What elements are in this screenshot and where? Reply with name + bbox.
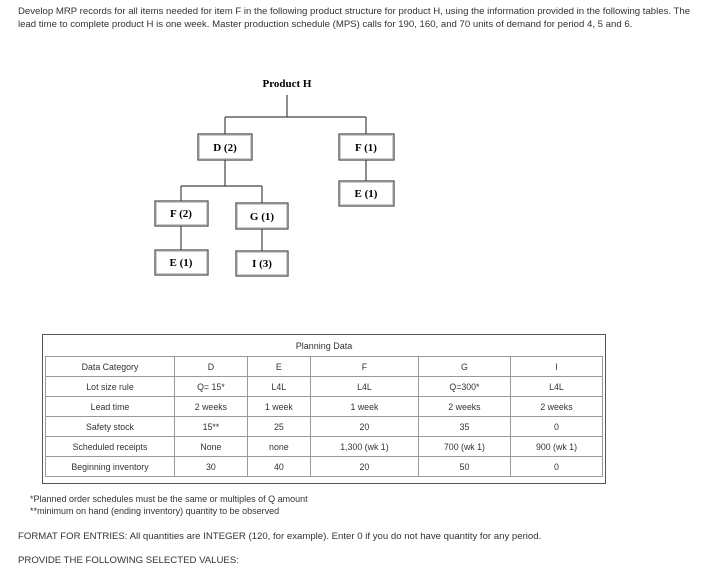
tree-root-label: Product H <box>262 78 312 90</box>
table-cell: Lot size rule <box>46 377 175 397</box>
header-cell: Data Category <box>46 357 175 377</box>
table-cell: 2 weeks <box>510 397 602 417</box>
table-cell: 900 (wk 1) <box>510 437 602 457</box>
table-cell: 35 <box>418 417 510 437</box>
table-cell: 30 <box>175 457 248 477</box>
table-cell: 25 <box>247 417 310 437</box>
svg-text:F (1): F (1) <box>355 142 377 154</box>
tree-node-e-left <box>155 250 208 275</box>
table-cell: L4L <box>247 377 310 397</box>
table-cell: 40 <box>247 457 310 477</box>
table-cell: 50 <box>418 457 510 477</box>
table-cell: Scheduled receipts <box>46 437 175 457</box>
table-cell: 700 (wk 1) <box>418 437 510 457</box>
table-cell: 20 <box>310 417 418 437</box>
table-cell: 1 week <box>310 397 418 417</box>
table-row <box>46 417 603 437</box>
tree-node-d <box>198 134 252 160</box>
header-cell: G <box>418 357 510 377</box>
table-cell: Q= 15* <box>175 377 248 397</box>
problem-statement: Develop MRP records for all items needed for item F in the following product structure for product H, using the information provided in the following tables. The lead time to complete product H is one week. Master production schedule (MPS) calls for 190, 160, and 70 units of demand for period 4, 5 and 6. <box>18 6 691 30</box>
table-cell: 20 <box>310 457 418 477</box>
footnotes <box>30 494 308 517</box>
svg-text:F (2): F (2) <box>170 208 192 220</box>
table-cell: Q=300* <box>418 377 510 397</box>
tree-node-g <box>236 203 288 229</box>
table-cell: Beginning inventory <box>46 457 175 477</box>
table-row <box>46 457 603 477</box>
table-cell: 2 weeks <box>418 397 510 417</box>
svg-text:E (1): E (1) <box>169 257 193 269</box>
table-cell: 0 <box>510 457 602 477</box>
header-cell: I <box>510 357 602 377</box>
table-cell: none <box>247 437 310 457</box>
table-cell: 1 week <box>247 397 310 417</box>
table-cell: 2 weeks <box>175 397 248 417</box>
header-cell: D <box>175 357 248 377</box>
svg-text:D (2): D (2) <box>213 142 237 154</box>
header-cell: E <box>247 357 310 377</box>
table-cell: None <box>175 437 248 457</box>
tree-node-e-right <box>339 181 394 206</box>
tree-node-f-left <box>155 201 208 226</box>
tree-node-i <box>236 251 288 276</box>
table-cell: Safety stock <box>46 417 175 437</box>
table-row <box>46 437 603 457</box>
header-cell: F <box>310 357 418 377</box>
table-cell: 15** <box>175 417 248 437</box>
table-cell: Lead time <box>46 397 175 417</box>
svg-text:I (3): I (3) <box>252 258 272 270</box>
table-cell: L4L <box>310 377 418 397</box>
footnote-lot-size: *Planned order schedules must be the same or multiples of Q amount <box>30 494 308 504</box>
table-cell: 1,300 (wk 1) <box>310 437 418 457</box>
table-header-row <box>46 357 603 377</box>
table-row <box>46 397 603 417</box>
planning-data-title: Planning Data <box>295 341 353 351</box>
planning-data-panel <box>42 334 606 484</box>
table-row <box>46 377 603 397</box>
svg-text:G (1): G (1) <box>249 211 275 223</box>
footnote-safety-stock: **minimum on hand (ending inventory) quantity to be observed <box>30 505 280 516</box>
table-cell: 0 <box>510 417 602 437</box>
table-cell: L4L <box>510 377 602 397</box>
svg-text:E (1): E (1) <box>354 188 378 200</box>
tree-node-f-top <box>339 134 394 160</box>
planning-data-table <box>45 356 603 477</box>
provide-values-heading: PROVIDE THE FOLLOWING SELECTED VALUES: <box>18 555 239 566</box>
format-instructions: FORMAT FOR ENTRIES: All quantities are INTEGER (120, for example). Enter 0 if you do not have quantity for any period. <box>18 531 542 542</box>
